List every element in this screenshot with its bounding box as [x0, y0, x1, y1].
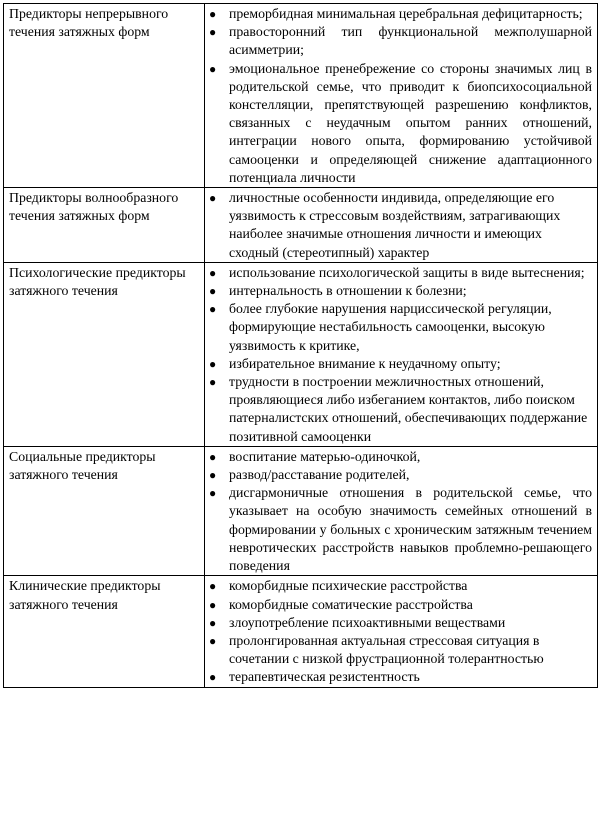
- list-item: [205, 300, 592, 355]
- predictors-table-body: [4, 4, 598, 688]
- list-item: [205, 373, 592, 446]
- list-item: [205, 577, 592, 595]
- list-item: [205, 466, 592, 484]
- bullet-icon: ●: [209, 468, 217, 483]
- list-item: [205, 264, 592, 282]
- items-cell: [205, 576, 598, 687]
- bullet-icon: ●: [209, 633, 217, 648]
- predictors-table: [3, 3, 598, 688]
- category-cell: Предикторы непрерывного течения затяжных форм: [4, 4, 205, 188]
- list-item-text: терапевтическая резистентность: [229, 669, 420, 685]
- list-item-text: интернальность в отношении к болезни;: [229, 283, 467, 299]
- bullet-icon: ●: [209, 579, 217, 594]
- bullet-icon: ●: [209, 191, 217, 206]
- bullet-icon: ●: [209, 302, 217, 317]
- list-item: [205, 632, 592, 668]
- list-item-text: коморбидные соматические расстройства: [229, 596, 473, 612]
- bullet-list: [205, 189, 592, 262]
- list-item: [205, 596, 592, 614]
- list-item-text: избирательное внимание к неудачному опыту;: [229, 355, 501, 371]
- category-cell: Социальные предикторы затяжного течения: [4, 446, 205, 575]
- list-item-text: личностные особенности индивида, определяющие его уязвимость к стрессовым воздействиям, затрагивающих наиболее значимые отношения личности и имеющих сходный (стереотипный) характер: [229, 190, 561, 260]
- items-cell: [205, 262, 598, 446]
- table-row: [4, 4, 598, 188]
- category-cell: Клинические предикторы затяжного течения: [4, 576, 205, 687]
- list-item: [205, 60, 592, 187]
- bullet-icon: ●: [209, 615, 217, 630]
- list-item-text: использование психологической защиты в виде вытеснения;: [229, 264, 585, 280]
- list-item: [205, 448, 592, 466]
- bullet-list: [205, 577, 592, 686]
- list-item-text: трудности в построении межличностных отношений, проявляющиеся либо избеганием контактов, либо поиском патерналистских отношений, обеспечивающих поддержание позитивной самооценки: [229, 374, 588, 444]
- items-cell: [205, 446, 598, 575]
- list-item-text: более глубокие нарушения нарциссической регуляции, формирующие нестабильность самооценки, высокую уязвимость к критике,: [229, 301, 552, 353]
- list-item-text: эмоциональное пренебрежение со стороны значимых лиц в родительской семье, что приводит к биопсихосоциальной констелляции, препятствующей разрешению конфликтов, связанных с неудачным опытом ранних отношений, интеграции нового опыта, формированию устойчивой самооценки и определяющей снижение адаптационного потенциала личности: [229, 60, 592, 185]
- list-item-text: преморбидная минимальная церебральная дефицитарность;: [229, 6, 583, 21]
- table-row: [4, 576, 598, 687]
- table-row: [4, 262, 598, 446]
- bullet-icon: ●: [209, 597, 217, 612]
- list-item: [205, 484, 592, 575]
- table-row: [4, 188, 598, 263]
- bullet-icon: ●: [209, 25, 217, 40]
- bullet-icon: ●: [209, 265, 217, 280]
- list-item-text: развод/расставание родителей,: [229, 467, 410, 483]
- bullet-list: [205, 448, 592, 575]
- list-item: [205, 614, 592, 632]
- bullet-icon: ●: [209, 61, 217, 76]
- category-cell: Предикторы волнообразного течения затяжных форм: [4, 188, 205, 263]
- list-item-text: пролонгированная актуальная стрессовая ситуация в сочетании с низкой фрустрационной толерантностью: [229, 632, 544, 667]
- list-item: [205, 189, 592, 262]
- list-item-text: воспитание матерью-одиночкой,: [229, 448, 421, 464]
- list-item: [205, 282, 592, 300]
- bullet-icon: ●: [209, 284, 217, 299]
- bullet-icon: ●: [209, 7, 217, 21]
- bullet-list: [205, 264, 592, 446]
- bullet-icon: ●: [209, 375, 217, 390]
- list-item-text: коморбидные психические расстройства: [229, 578, 468, 594]
- bullet-icon: ●: [209, 486, 217, 501]
- list-item: [205, 668, 592, 686]
- bullet-icon: ●: [209, 670, 217, 685]
- list-item: [205, 5, 592, 23]
- list-item: [205, 355, 592, 373]
- category-cell: Психологические предикторы затяжного течения: [4, 262, 205, 446]
- list-item: [205, 23, 592, 59]
- bullet-icon: ●: [209, 449, 217, 464]
- list-item-text: злоупотребление психоактивными веществами: [229, 614, 506, 630]
- items-cell: [205, 188, 598, 263]
- bullet-icon: ●: [209, 356, 217, 371]
- items-cell: [205, 4, 598, 188]
- list-item-text: дисгармоничные отношения в родительской семье, что указывает на особую значимость семейных отношений в формировании у больных с хроническим затяжным течением невротических расстройств навыков проблемно-решающего поведения: [229, 485, 592, 574]
- list-item-text: правосторонний тип функциональной межполушарной асимметрии;: [229, 24, 592, 58]
- bullet-list: [205, 5, 592, 187]
- table-row: [4, 446, 598, 575]
